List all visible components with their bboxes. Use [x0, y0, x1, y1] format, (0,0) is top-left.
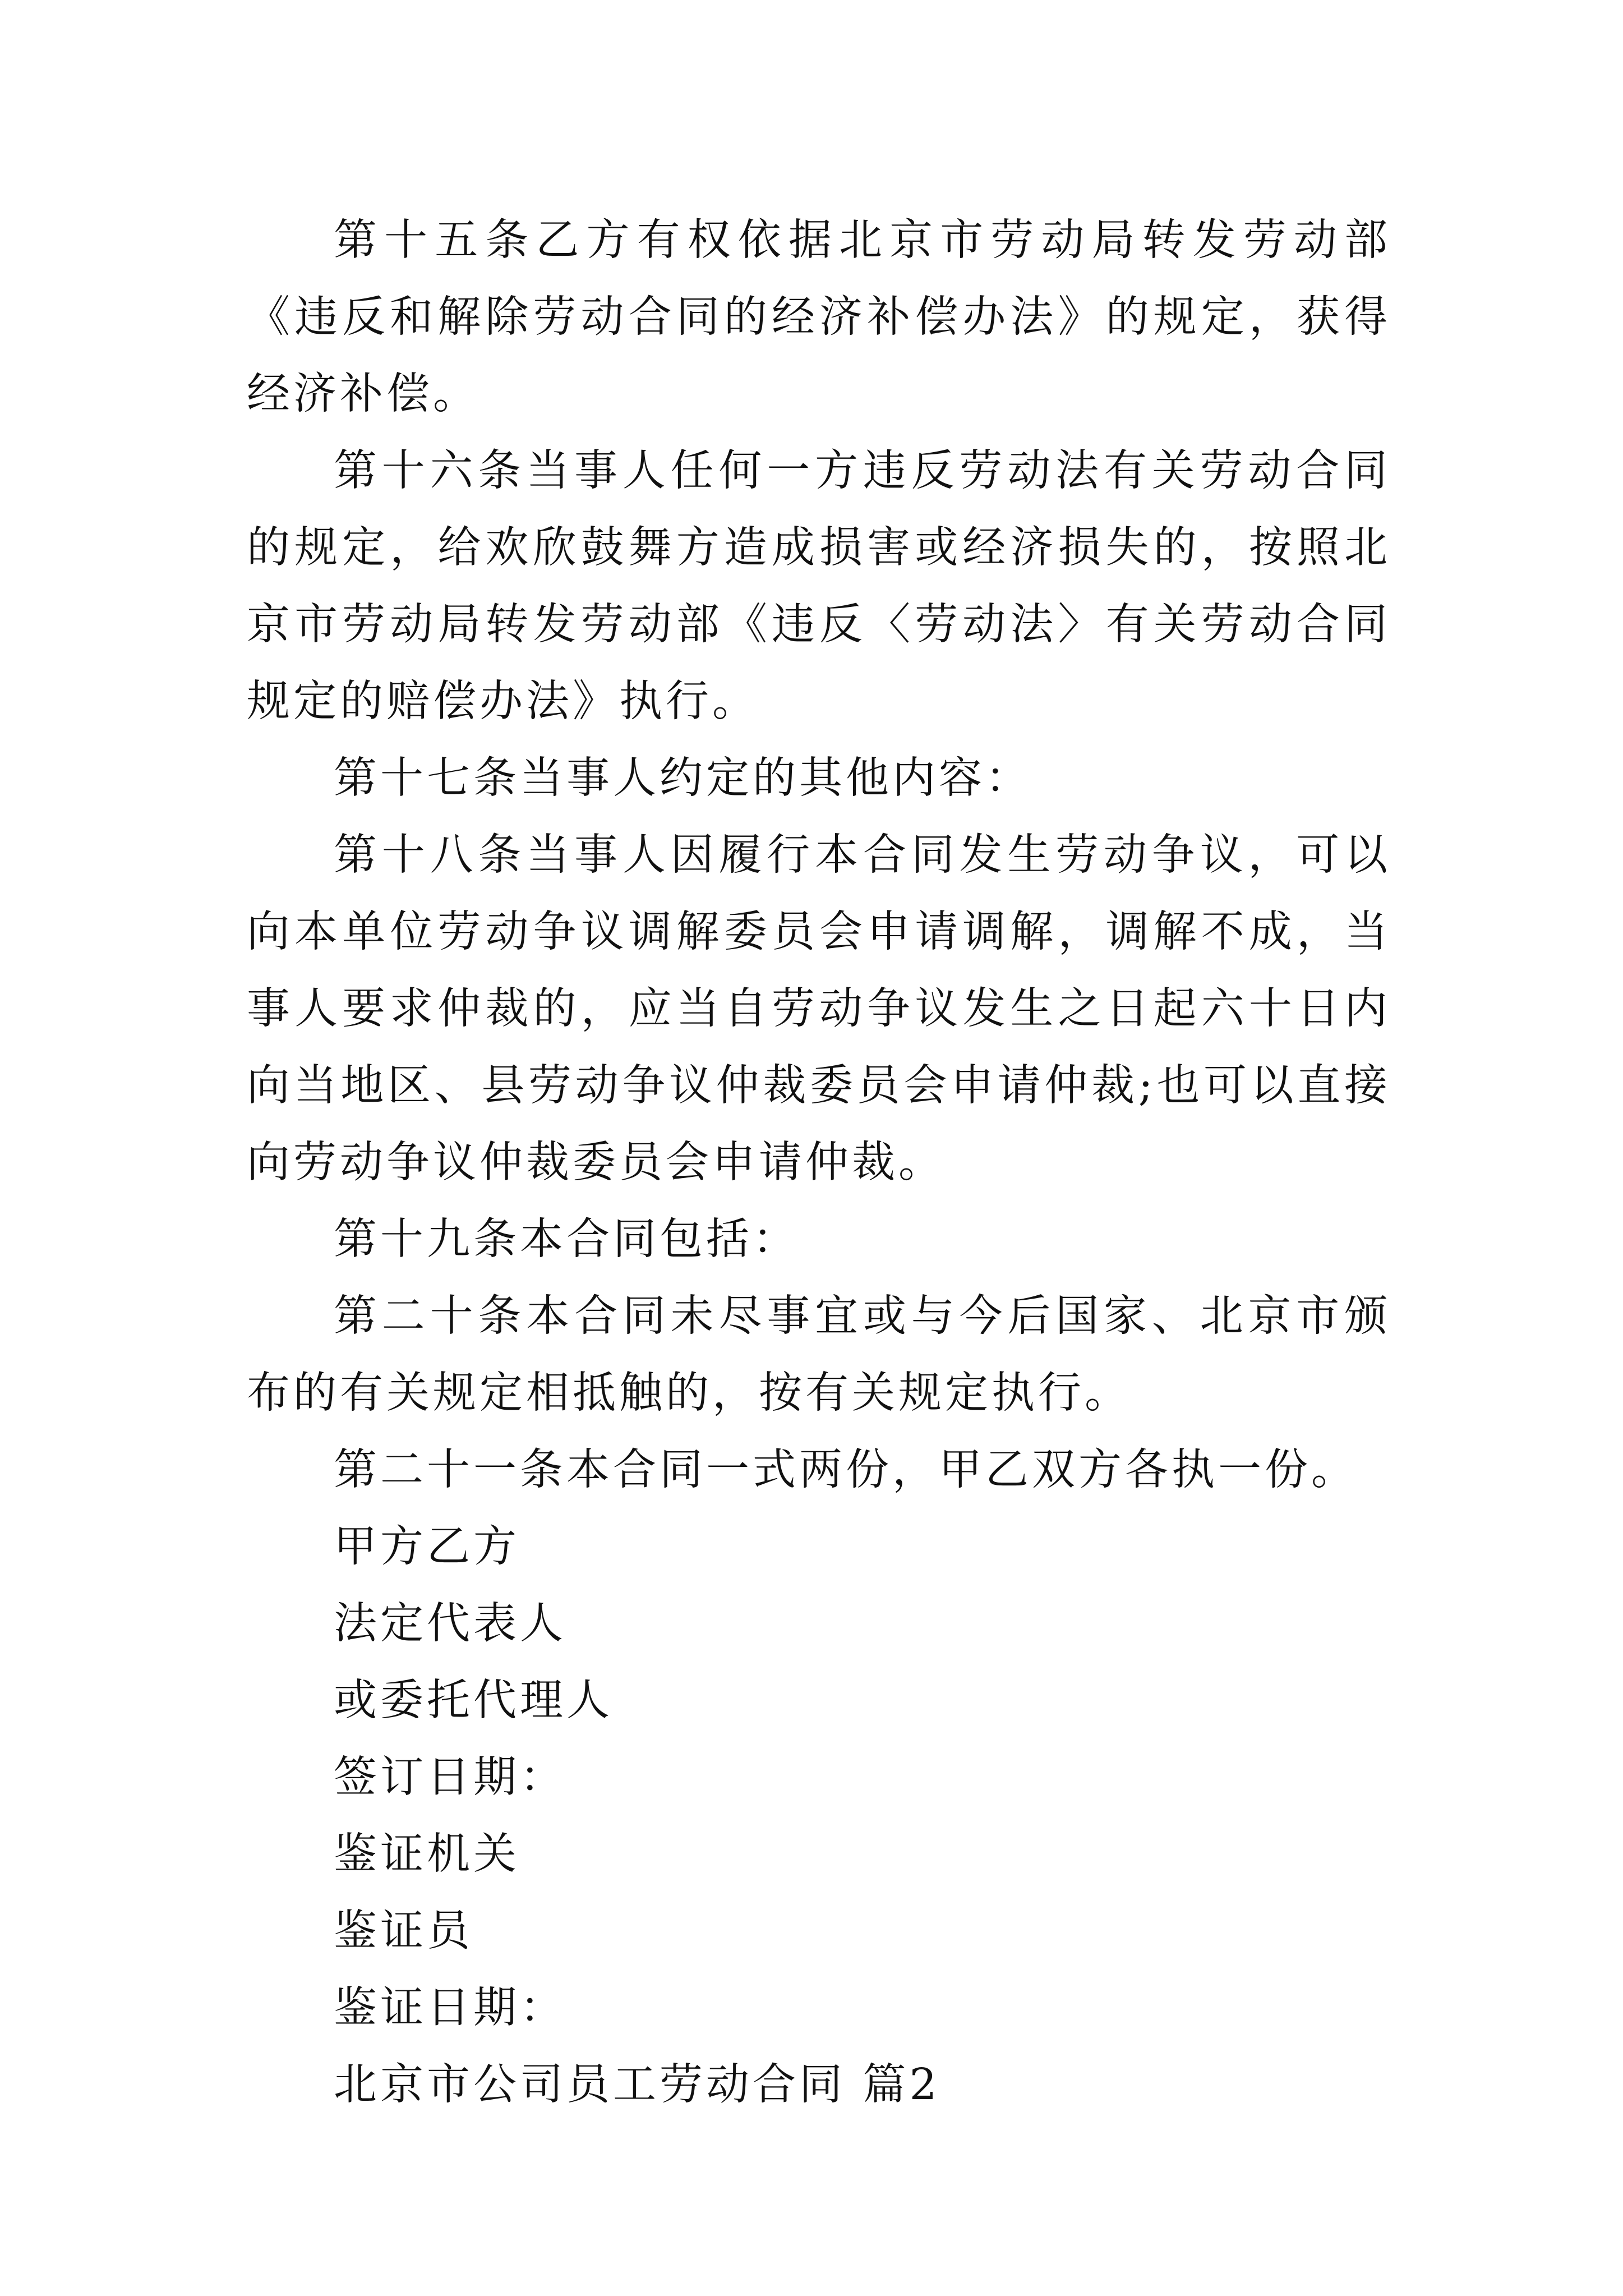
article-15: 第十五条乙方有权依据北京市劳动局转发劳动部《违反和解除劳动合同的经济补偿办法》的规定，获得经济补偿。	[247, 215, 1391, 419]
article-20: 第二十条本合同未尽事宜或与今后国家、北京市颁布的有关规定相抵触的，按有关规定执行。	[247, 1291, 1391, 1418]
signature-verification-date: 鉴证日期：	[334, 1983, 566, 2033]
document-body	[247, 202, 1391, 2123]
signature-signing-date: 签订日期：	[334, 1752, 566, 1802]
signature-verifier: 鉴证员	[334, 1906, 473, 1956]
signature-parties: 甲方乙方	[334, 1522, 520, 1572]
signature-authorized-agent: 或委托代理人	[334, 1676, 613, 1726]
article-17: 第十七条当事人约定的其他内容：	[334, 753, 1032, 803]
article-19: 第十九条本合同包括：	[334, 1214, 799, 1264]
article-18: 第十八条当事人因履行本合同发生劳动争议，可以向本单位劳动争议调解委员会申请调解，调解不成，当事人要求仲裁的，应当自劳动争议发生之日起六十日内向当地区、县劳动争议仲裁委员会申请仲裁;也可以直接向劳动争议仲裁委员会申请仲裁。	[247, 830, 1391, 1188]
article-21: 第二十一条本合同一式两份，甲乙双方各执一份。	[334, 1445, 1358, 1495]
signature-verification-authority: 鉴证机关	[334, 1829, 520, 1879]
signature-legal-representative: 法定代表人	[334, 1599, 566, 1649]
article-16: 第十六条当事人任何一方违反劳动法有关劳动合同的规定，给欢欣鼓舞方造成损害或经济损失的，按照北京市劳动局转发劳动部《违反〈劳动法〉有关劳动合同规定的赔偿办法》执行。	[247, 446, 1391, 726]
next-section-title: 北京市公司员工劳动合同 篇2	[334, 2060, 940, 2110]
